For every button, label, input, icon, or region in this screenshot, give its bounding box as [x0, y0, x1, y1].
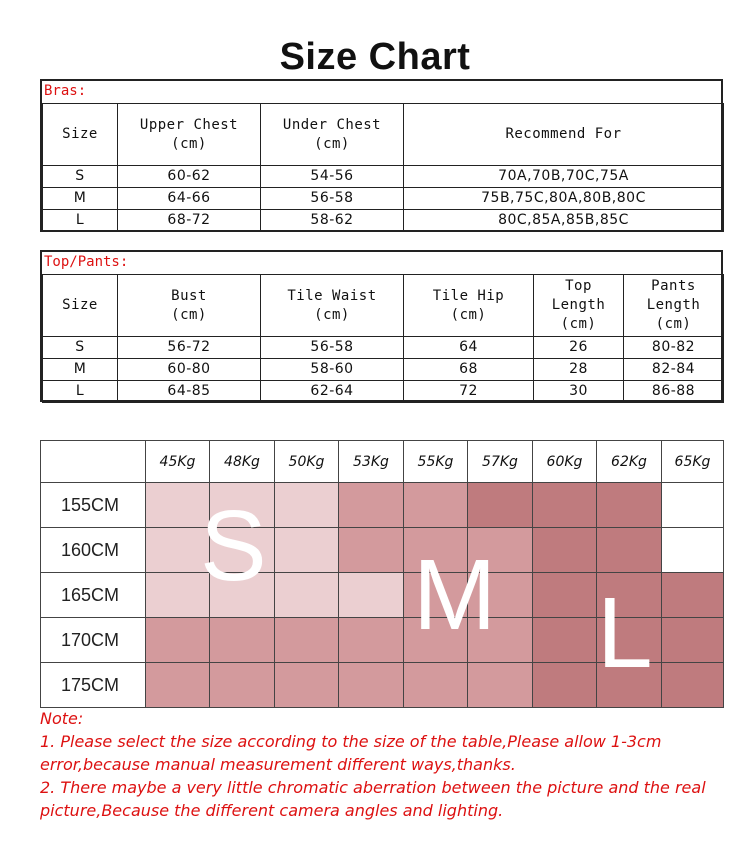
size-grid-cell	[210, 663, 275, 708]
size-grid-cell	[533, 663, 597, 708]
bust-cell: 64-85	[118, 381, 261, 403]
weight-header: 60Kg	[533, 441, 597, 483]
bust-cell: 60-80	[118, 359, 261, 381]
header-recommend-for: Recommend For	[404, 104, 724, 166]
waist-cell: 62-64	[261, 381, 404, 403]
hip-cell: 72	[404, 381, 534, 403]
weight-header: 62Kg	[597, 441, 662, 483]
header-top-length: Top Length (cm)	[534, 275, 624, 337]
table-row	[43, 381, 724, 403]
top-pants-label: Top/Pants:	[44, 254, 129, 270]
size-grid-cell	[339, 573, 404, 618]
note-item: 1. Please select the size according to the size of the table,Please allow 1-3cm error,because manual measurement different ways,thanks.	[40, 732, 662, 774]
size-cell: M	[43, 188, 118, 210]
weight-header: 65Kg	[662, 441, 724, 483]
top-pants-table	[42, 274, 724, 403]
size-grid-cell	[468, 663, 533, 708]
note-item: 2. There maybe a very little chromatic aberration between the picture and the real picture,Because the different camera angles and lighting.	[40, 778, 706, 820]
size-grid-cell	[146, 618, 210, 663]
header-tile-hip: Tile Hip (cm)	[404, 275, 534, 337]
bust-cell: 56-72	[118, 337, 261, 359]
header-size: Size	[43, 104, 118, 166]
size-grid-cell	[339, 663, 404, 708]
size-cell: S	[43, 166, 118, 188]
height-row	[41, 483, 724, 528]
size-grid-cell	[662, 663, 724, 708]
waist-cell: 56-58	[261, 337, 404, 359]
size-cell: L	[43, 210, 118, 232]
header-size: Size	[43, 275, 118, 337]
top-length-cell: 28	[534, 359, 624, 381]
table-row	[43, 359, 724, 381]
bras-label: Bras:	[44, 83, 87, 99]
size-grid-cell	[533, 528, 597, 573]
weight-header: 48Kg	[210, 441, 275, 483]
size-grid-cell	[339, 618, 404, 663]
header-under-chest: Under Chest (cm)	[261, 104, 404, 166]
size-grid-cell	[468, 483, 533, 528]
weight-header: 53Kg	[339, 441, 404, 483]
notes	[40, 707, 730, 822]
size-cell: S	[43, 337, 118, 359]
under-chest-cell: 58-62	[261, 210, 404, 232]
size-grid-cell	[533, 618, 597, 663]
size-grid-cell	[339, 528, 404, 573]
hip-cell: 68	[404, 359, 534, 381]
table-row	[43, 166, 724, 188]
top-length-cell: 26	[534, 337, 624, 359]
weight-header: 55Kg	[404, 441, 468, 483]
size-cell: M	[43, 359, 118, 381]
corner-cell	[41, 441, 146, 483]
weight-header: 50Kg	[275, 441, 339, 483]
waist-cell: 58-60	[261, 359, 404, 381]
size-grid-cell	[339, 483, 404, 528]
hip-cell: 64	[404, 337, 534, 359]
size-grid-cell	[404, 483, 468, 528]
size-grid-cell	[275, 663, 339, 708]
height-label: 165CM	[41, 573, 146, 618]
page-title: Size Chart	[279, 36, 471, 78]
weight-header: 57Kg	[468, 441, 533, 483]
size-grid-cell	[597, 528, 662, 573]
header-tile-waist: Tile Waist (cm)	[261, 275, 404, 337]
top-pants-section	[40, 250, 723, 402]
size-grid-cell	[404, 663, 468, 708]
size-grid-cell	[275, 483, 339, 528]
upper-chest-cell: 60-62	[118, 166, 261, 188]
height-label: 155CM	[41, 483, 146, 528]
size-m-overlay: M	[413, 539, 497, 651]
recommend-cell: 80C,85A,85B,85C	[404, 210, 724, 232]
size-cell: L	[43, 381, 118, 403]
height-row	[41, 528, 724, 573]
size-grid-cell	[533, 573, 597, 618]
header-bust: Bust (cm)	[118, 275, 261, 337]
table-row	[43, 210, 724, 232]
size-grid-cell	[275, 618, 339, 663]
size-s-overlay: S	[200, 490, 267, 602]
pants-length-cell: 86-88	[624, 381, 724, 403]
weight-header: 45Kg	[146, 441, 210, 483]
size-grid-cell	[662, 618, 724, 663]
upper-chest-cell: 64-66	[118, 188, 261, 210]
bras-table	[42, 103, 724, 232]
header-pants-length: Pants Length (cm)	[624, 275, 724, 337]
upper-chest-cell: 68-72	[118, 210, 261, 232]
notes-heading: Note:	[40, 709, 84, 728]
size-grid-cell	[146, 663, 210, 708]
size-grid-cell	[275, 573, 339, 618]
height-label: 170CM	[41, 618, 146, 663]
height-label: 175CM	[41, 663, 146, 708]
under-chest-cell: 54-56	[261, 166, 404, 188]
pants-length-cell: 82-84	[624, 359, 724, 381]
pants-length-cell: 80-82	[624, 337, 724, 359]
under-chest-cell: 56-58	[261, 188, 404, 210]
size-grid-cell	[662, 573, 724, 618]
size-l-overlay: L	[597, 577, 653, 689]
size-grid-cell	[662, 528, 724, 573]
top-length-cell: 30	[534, 381, 624, 403]
size-grid-cell	[597, 483, 662, 528]
table-row	[43, 188, 724, 210]
table-row	[43, 337, 724, 359]
size-grid-cell	[662, 483, 724, 528]
recommend-cell: 70A,70B,70C,75A	[404, 166, 724, 188]
size-grid-cell	[210, 618, 275, 663]
size-grid-cell	[533, 483, 597, 528]
size-grid-cell	[275, 528, 339, 573]
bras-section	[40, 79, 723, 232]
height-label: 160CM	[41, 528, 146, 573]
recommend-cell: 75B,75C,80A,80B,80C	[404, 188, 724, 210]
header-upper-chest: Upper Chest (cm)	[118, 104, 261, 166]
